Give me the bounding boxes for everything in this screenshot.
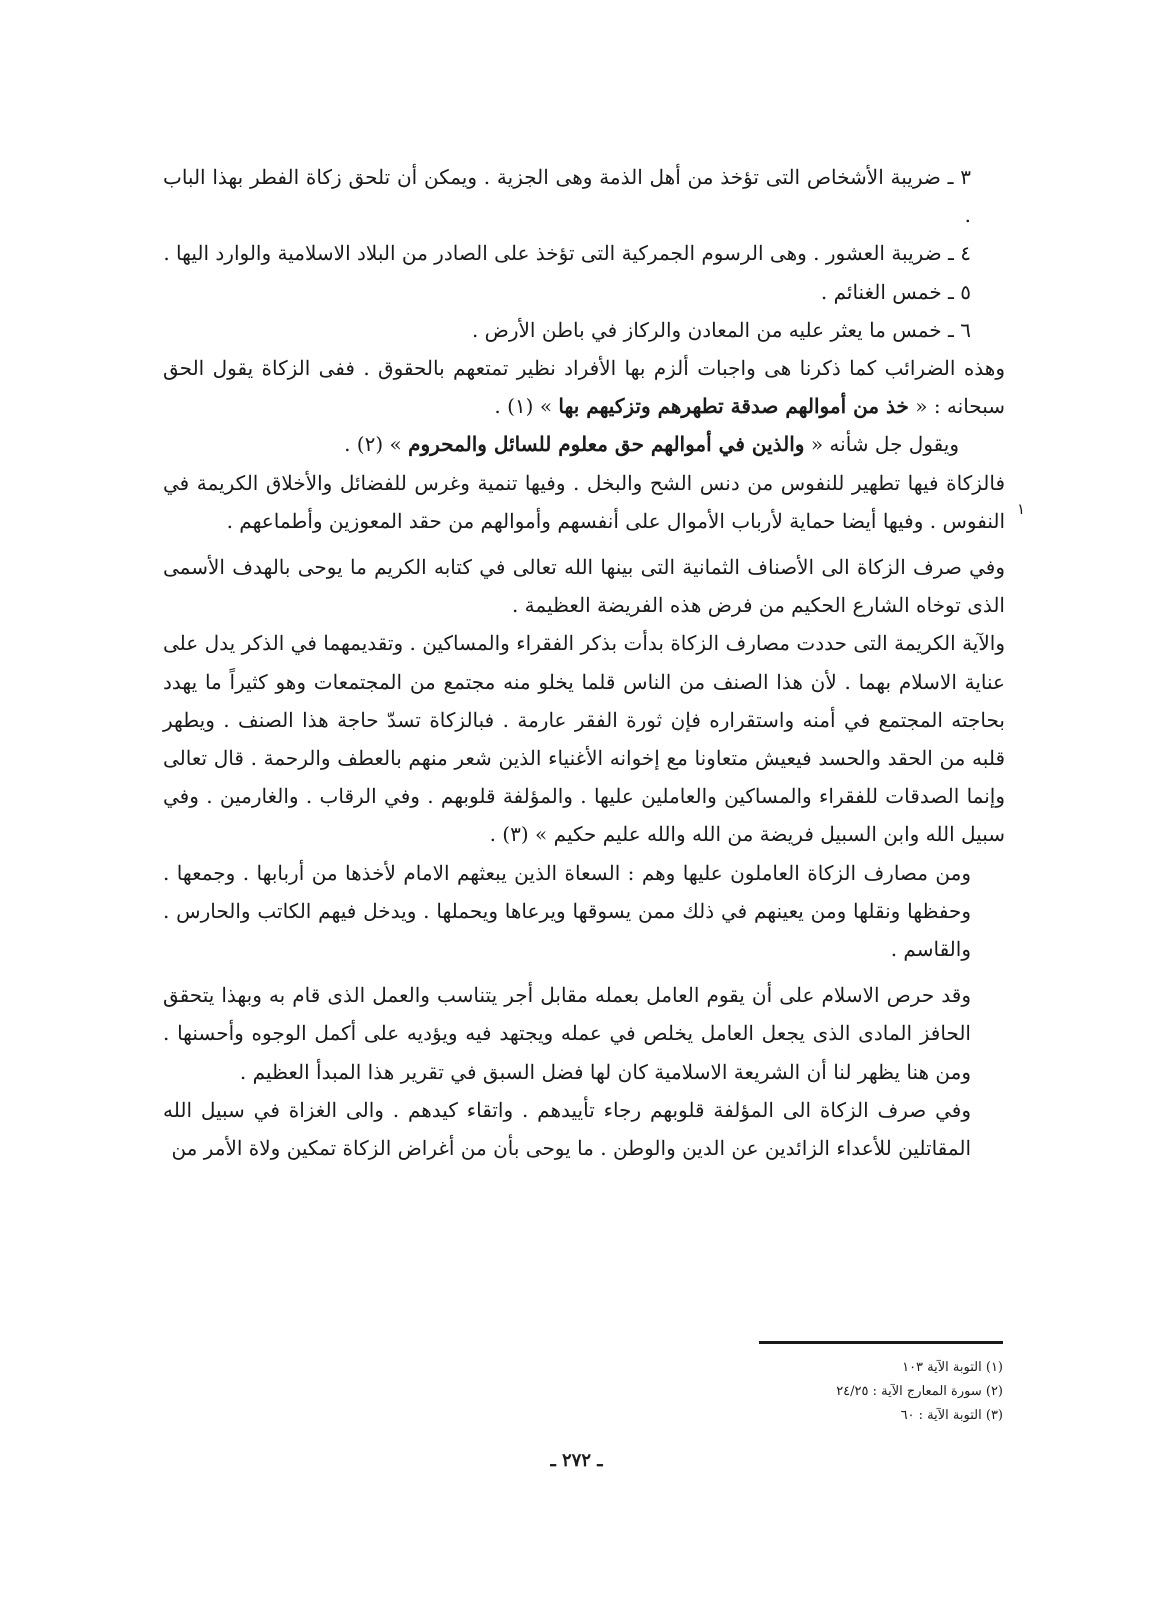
paragraph-eight-categories: وفي صرف الزكاة الى الأصناف الثمانية التى بينها الله تعالى في كتابه الكريم ما يوحى بالهدف الأسمى الذى توخاه الشارع الحكيم من فرض هذه الفريضة العظيمة . <box>163 555 1005 618</box>
paragraph-taxes-duties <box>163 349 1005 425</box>
footnote-3: (٣) التوبة الآية : ٦٠ <box>900 1408 1003 1423</box>
paragraph-zakat-purification: فالزكاة فيها تطهير للنفوس من دنس الشح والبخل . وفيها تنمية وغرس للفضائل والأخلاق الكريمة في النفوس . وفيها أيضا حماية لأرباب الأموال على أنفسهم وأموالهم من حقد المعوزين وأطماعهم . <box>163 470 1005 533</box>
paragraph-spoils-fifth: ٥ ـ خمس الغنائم . <box>820 279 971 304</box>
body-text <box>163 158 1005 1167</box>
paragraph-poor-and-needy: والآية الكريمة التى حددت مصارف الزكاة بدأت بذكر الفقراء والمساكين . وتقديمهما في الذكر يدل على عناية الاسلام بهما . لأن هذا الصنف من الناس قلما يخلو منه مجتمع من المجتمعات وهو كثيراً ما يهدد بحاجته المجتمع في أمنه واستقراره فإن ثورة الفقر عارمة . فبالزكاة تسدّ حاجة هذا الصنف . ويطهر قلبه من الحقد والحسد فيعيش متعاونا مع إخوانه الأغنياء الذين شعر منهم بالعطف والرحمة . قال تعالى وإنما الصدقات للفقراء والمساكين والعاملين عليها . والمؤلفة قلوبهم . وفي الرقاب . والغارمين . وفي سبيل الله وابن السبيل فريضة من الله والله عليم حكيم » (٣) . <box>163 631 1005 847</box>
paragraph-reconciled-hearts: وفي صرف الزكاة الى المؤلفة قلوبهم رجاء تأييدهم . واتقاء كيدهم . والى الغزاة في سبيل الله المقاتلين للأعداء الزائدين عن الدين والوطن . ما يوحى بأن من أغراض الزكاة تمكين ولاة الأمر من <box>163 1097 971 1161</box>
paragraph-text: ويقول جل شأنه « <box>810 432 959 457</box>
footnote-divider <box>759 1341 1003 1344</box>
margin-mark: ١ <box>1016 500 1025 518</box>
quran-verse: والذين في أموالهم حق معلوم للسائل والمحروم <box>408 432 805 457</box>
footnote-2: (٢) سورة المعارج الآية : ٢٤/٢٥ <box>836 1384 1003 1399</box>
footnote-ref: » (١) . <box>494 394 553 419</box>
quran-verse: خذ من أموالهم صدقة تطهرهم وتزكيهم بها <box>558 394 909 419</box>
paragraph-tax-persons: ٣ ـ ضريبة الأشخاص التى تؤخذ من أهل الذمة وهى الجزية . ويمكن أن تلحق زكاة الفطر بهذا الباب . <box>163 165 971 228</box>
paragraph-text: وهذه الضرائب كما ذكرنا هى واجبات ألزم بها الأفراد نظير تمتعهم بالحقوق . ففى الزكاة يقول الحق سبحانه : « <box>163 356 1005 419</box>
paragraph-tax-tithes: ٤ ـ ضريبة العشور . وهى الرسوم الجمركية التى تؤخذ على الصادر من البلاد الاسلامية والوارد اليها . <box>163 241 971 266</box>
footnote-1: (١) التوبة الآية ١٠٣ <box>902 1360 1003 1375</box>
paragraph-zakat-workers: ومن مصارف الزكاة العاملون عليها وهم : السعاة الذين يبعثهم الامام لأخذها من أربابها . وجمعها . وحفظها ونقلها ومن يعينهم في ذلك ممن يسوقها ويرعاها ويحملها . ويدخل فيهم الكاتب والحارس . والقاسم . <box>163 860 971 962</box>
page-number: ـ ٢٧٢ ـ <box>550 1450 603 1471</box>
paragraph-second-verse <box>163 425 1005 463</box>
footnotes <box>603 1356 1003 1428</box>
footnote-ref: » (٢) . <box>344 432 402 457</box>
paragraph-minerals-fifth: ٦ ـ خمس ما يعثر عليه من المعادن والركاز في باطن الأرض . <box>471 317 971 342</box>
paragraph-worker-wage: وقد حرص الاسلام على أن يقوم العامل بعمله مقابل أجر يتناسب والعمل الذى قام به وبهذا يتحقق الحافز المادى الذى يجعل العامل يخلص في عمله ويجتهد فيه ويؤديه على أكمل الوجوه وأحسنها . ومن هنا يظهر لنا أن الشريعة الاسلامية كان لها فضل السبق في تقرير هذا المبدأ العظيم . <box>163 983 971 1084</box>
